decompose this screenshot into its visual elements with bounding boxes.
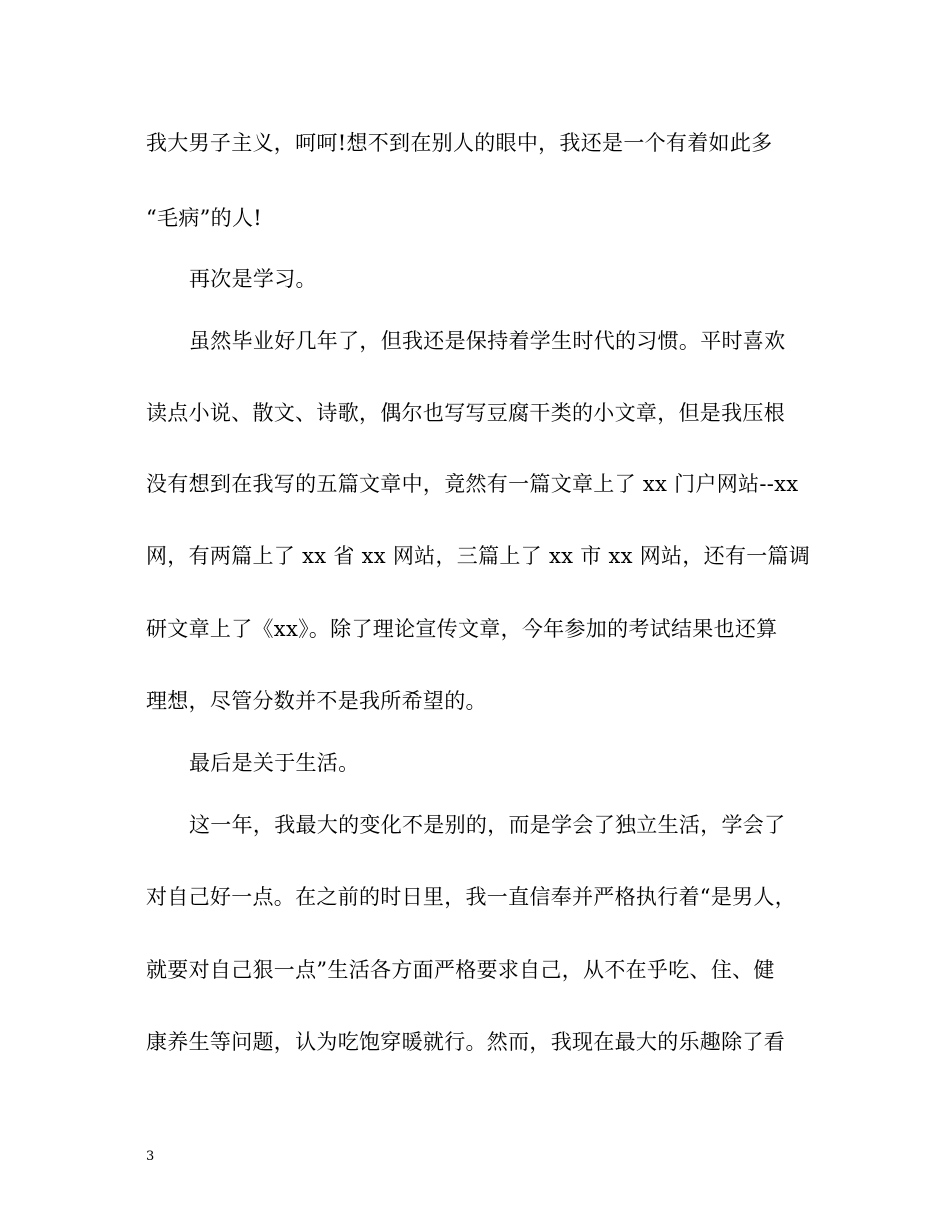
section-heading: 再次是学习。 (189, 267, 317, 291)
section-heading: 最后是关于生活。 (189, 751, 360, 775)
paragraph-start: 这一年，我最大的变化不是别的，而是学会了独立生活，学会了 (189, 813, 786, 837)
text-line: 对自己好一点。在之前的时日里，我一直信奉并严格执行着“是男人， (146, 885, 797, 909)
text-line: 康养生等问题，认为吃饱穿暖就行。然而，我现在最大的乐趣除了看 (146, 1030, 785, 1054)
text-line: 就要对自己狠一点”生活各方面严格要求自己，从不在乎吃、住、健 (146, 958, 775, 982)
text-line: 没有想到在我写的五篇文章中，竟然有一篇文章上了 xx 门户网站--xx (146, 472, 799, 496)
text-line: 网，有两篇上了 xx 省 xx 网站，三篇上了 xx 市 xx 网站，还有一篇调 (146, 544, 811, 568)
text-line: 读点小说、散文、诗歌，偶尔也写写豆腐干类的小文章，但是我压根 (146, 401, 785, 425)
text-line: 我大男子主义，呵呵!想不到在别人的眼中，我还是一个有着如此多 (146, 131, 773, 155)
paragraph-start: 虽然毕业好几年了，但我还是保持着学生时代的习惯。平时喜欢 (189, 329, 786, 353)
text-line: 理想，尽管分数并不是我所希望的。 (146, 689, 487, 713)
text-line: 研文章上了《xx》。除了理论宣传文章，今年参加的考试结果也还算 (146, 617, 778, 641)
text-line: “毛病”的人! (146, 206, 263, 230)
page-number: 3 (146, 1149, 155, 1164)
